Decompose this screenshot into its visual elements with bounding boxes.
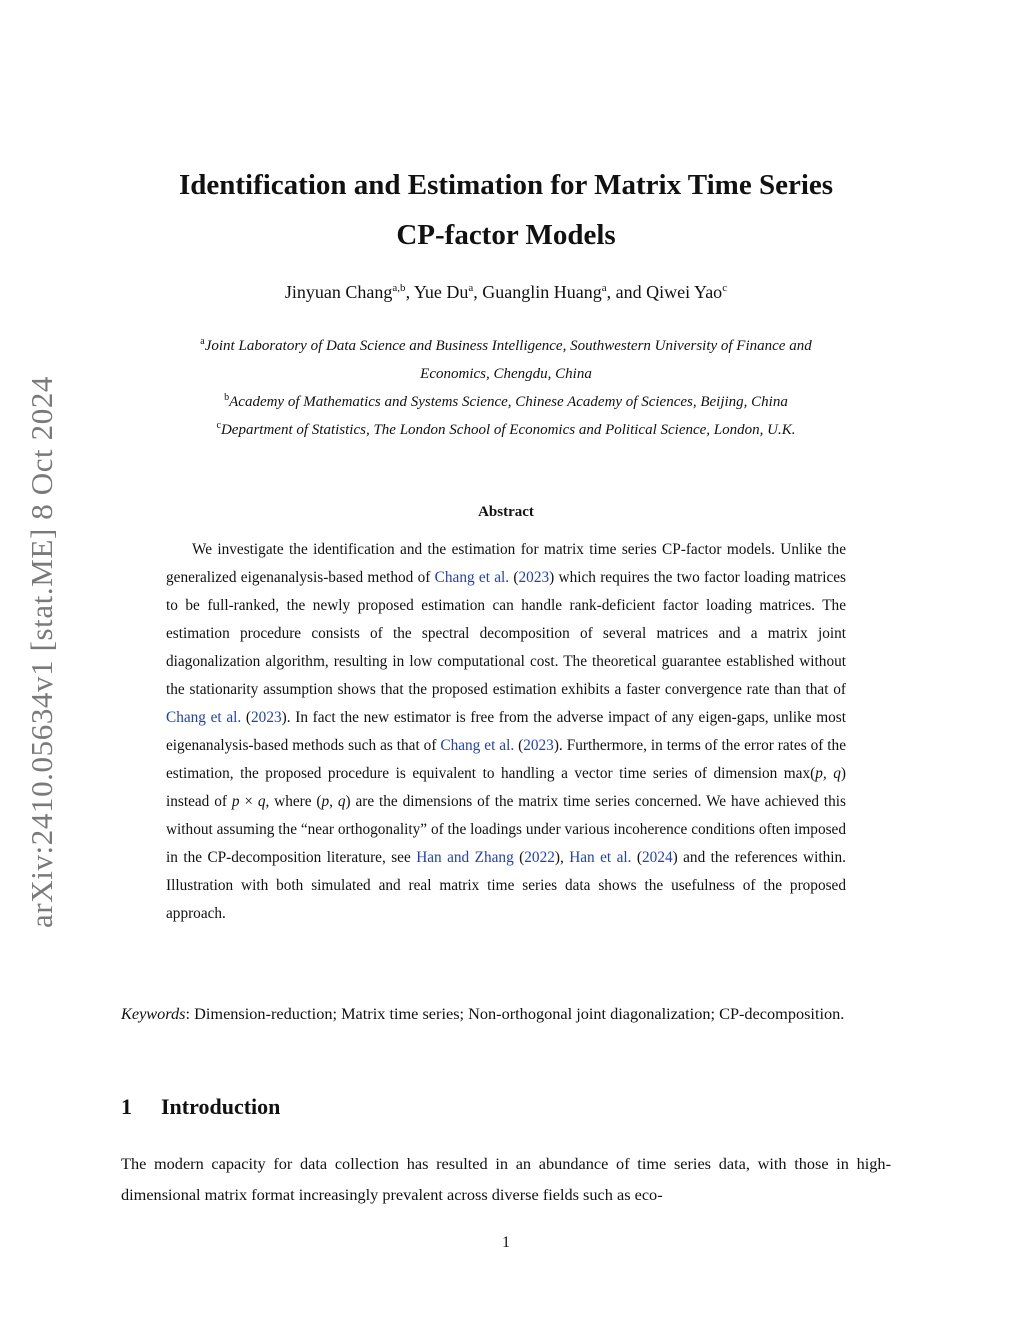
affiliation-text: Academy of Mathematics and Systems Science, Chinese Academy of Sciences, Beijing, China (229, 394, 788, 410)
affiliation-text: Economics, Chengdu, China (420, 366, 592, 382)
affiliation-text: Joint Laboratory of Data Science and Business Intelligence, Southwestern University of Finance and (204, 338, 812, 354)
citation-link[interactable]: 2022 (524, 849, 555, 866)
author-separator: , and (606, 282, 647, 302)
affiliation-b (110, 388, 902, 416)
affiliation-mark: c (216, 420, 221, 431)
citation-link[interactable]: 2023 (523, 737, 554, 754)
abstract-body (166, 536, 846, 928)
abstract-text: ( (513, 849, 525, 866)
author-list (100, 282, 912, 303)
abstract-text: ), (554, 849, 570, 866)
affiliation-text: Department of Statistics, The London School of Economics and Political Science, London, U.K. (220, 422, 796, 438)
author-affiliation-mark: a (601, 282, 607, 294)
citation-link[interactable]: Chang et al. (434, 569, 510, 586)
page-number: 1 (502, 1234, 510, 1251)
author-affiliation-mark: c (722, 282, 728, 294)
abstract-text: ( (631, 849, 643, 866)
citation-link[interactable]: Han et al. (569, 849, 632, 866)
keywords-label: Keywords (121, 1004, 186, 1023)
author-name: Guanglin Huang (482, 282, 602, 302)
affiliation-mark: b (224, 392, 230, 403)
author-name: Yue Du (413, 282, 469, 302)
citation-link[interactable]: 2023 (251, 709, 282, 726)
abstract-text: We investigate the identification and the estimation for matrix time series CP-factor models. Unlike the generalized eigenanalysis-based method of (166, 541, 846, 586)
keywords (121, 998, 891, 1029)
citation-link[interactable]: 2023 (518, 569, 550, 586)
affiliation-c (110, 416, 902, 444)
math-variable: p, q (321, 793, 346, 810)
author-affiliation-mark: a (468, 282, 474, 294)
citation-link[interactable]: Chang et al. (440, 737, 515, 754)
citation-link[interactable]: Han and Zhang (416, 849, 514, 866)
math-variable: p, q (815, 765, 841, 782)
affiliation-a (110, 332, 902, 388)
abstract-text: ( (241, 709, 252, 726)
affiliations (110, 332, 902, 444)
author-affiliation-mark: a,b (392, 282, 406, 294)
abstract-text: ) and the references within. Illustration with both simulated and real matrix time series data shows the usefulness of the proposed approach. (166, 849, 846, 922)
title-line-1: Identification and Estimation for Matrix Time Series (178, 169, 834, 201)
abstract-text: ( (514, 737, 524, 754)
affiliation-mark: a (200, 336, 205, 347)
abstract-text: ) instead of (166, 765, 846, 810)
citation-link[interactable]: 2024 (642, 849, 673, 866)
abstract-heading: Abstract (478, 504, 534, 520)
paper-title (100, 160, 912, 260)
author-name: Qiwei Yao (646, 282, 723, 302)
abstract-text: ) are the dimensions of the matrix time series concerned. We have achieved this without assuming the “near orthogonality” of the loadings under various incoherence conditions often imposed in the CP-decomposition literature, see (166, 793, 847, 866)
abstract-text: ). In fact the new estimator is free from the adverse impact of any eigen-gaps, unlike most eigenanalysis-based methods such as that of (166, 709, 847, 754)
title-line-2: CP-factor Models (396, 219, 616, 251)
section-heading (121, 1094, 280, 1120)
abstract-text: × (239, 793, 258, 810)
section-number: 1 (121, 1094, 132, 1119)
author-separator: , (405, 282, 414, 302)
abstract-text: ( (509, 569, 519, 586)
citation-link[interactable]: Chang et al. (166, 709, 242, 726)
abstract-text: ). Furthermore, in terms of the error rates of the estimation, the proposed procedure is equivalent to handling a vector time series of dimension max( (166, 737, 846, 782)
introduction-paragraph: The modern capacity for data collection has resulted in an abundance of time series data, with those in high-dimensional matrix format increasingly prevalent across diverse fields such as eco- (121, 1154, 891, 1204)
keywords-text: : Dimension-reduction; Matrix time series; Non-orthogonal joint diagonalization; CP-decomposition. (185, 1004, 845, 1023)
math-variable: p (231, 793, 240, 810)
abstract-text: ) which requires the two factor loading matrices to be full-ranked, the newly proposed estimation can handle rank-deficient factor loading matrices. The estimation procedure consists of the spectral decomposition of several matrices and a matrix joint diagonalization algorithm, resulting in low computational cost. The theoretical guarantee established without the stationarity assumption shows that the proposed estimation exhibits a faster convergence rate than that of (166, 569, 846, 698)
section-title: Introduction (161, 1094, 281, 1119)
arxiv-identifier-stamp: arXiv:2410.05634v1 [stat.ME] 8 Oct 2024 (24, 375, 59, 929)
math-variable: q (257, 793, 266, 810)
author-separator: , (473, 282, 483, 302)
author-name: Jinyuan Chang (284, 282, 393, 302)
abstract-text: , where ( (265, 793, 322, 810)
